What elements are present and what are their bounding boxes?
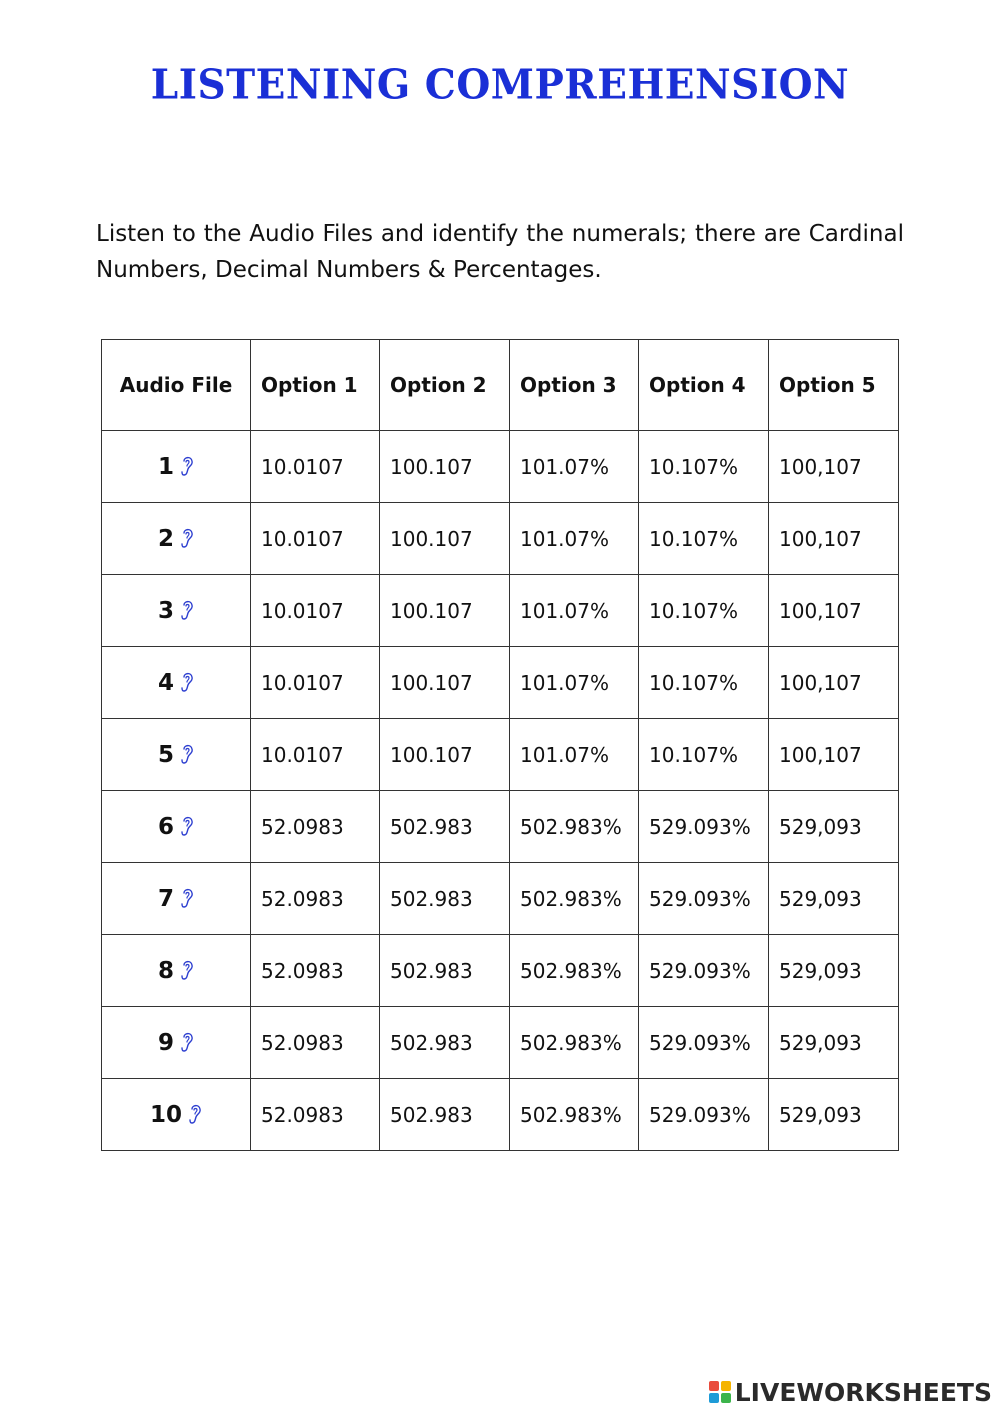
- audio-file-number: 10: [149, 1101, 182, 1128]
- option-3-cell: 502.983%: [510, 1007, 639, 1079]
- option-4-cell: 529.093%: [639, 935, 769, 1007]
- audio-file-number: 7: [157, 885, 174, 912]
- liveworksheets-logo[interactable]: [708, 1377, 992, 1407]
- option-2-cell: 100.107: [380, 431, 510, 503]
- option-5-cell: 100,107: [769, 503, 899, 575]
- option-1-cell: 10.0107: [251, 431, 380, 503]
- ear-icon[interactable]: [180, 959, 194, 981]
- audio-file-cell: [102, 647, 251, 719]
- audio-file-cell: [102, 863, 251, 935]
- option-3-cell: 101.07%: [510, 719, 639, 791]
- option-1-cell: 52.0983: [251, 1079, 380, 1151]
- option-2-cell: 502.983: [380, 863, 510, 935]
- option-4-cell: 10.107%: [639, 503, 769, 575]
- audio-file-cell: [102, 935, 251, 1007]
- audio-file-number: 9: [157, 1029, 174, 1056]
- table-row: [102, 1007, 899, 1079]
- header-option-4: Option 4: [639, 340, 769, 431]
- audio-file-cell: [102, 575, 251, 647]
- table-row: [102, 719, 899, 791]
- option-1-cell: 52.0983: [251, 1007, 380, 1079]
- header-audio-file: Audio File: [102, 340, 251, 431]
- option-5-cell: 100,107: [769, 575, 899, 647]
- ear-icon[interactable]: [180, 815, 194, 837]
- option-1-cell: 52.0983: [251, 791, 380, 863]
- option-5-cell: 529,093: [769, 1007, 899, 1079]
- option-5-cell: 529,093: [769, 935, 899, 1007]
- option-3-cell: 502.983%: [510, 791, 639, 863]
- table-row: [102, 647, 899, 719]
- option-4-cell: 529.093%: [639, 863, 769, 935]
- audio-file-cell: [102, 503, 251, 575]
- page-title: LISTENING COMPREHENSION: [150, 60, 850, 110]
- header-option-5: Option 5: [769, 340, 899, 431]
- table-header-row: [102, 340, 899, 431]
- option-4-cell: 10.107%: [639, 431, 769, 503]
- audio-file-cell: [102, 719, 251, 791]
- ear-icon[interactable]: [180, 527, 194, 549]
- option-5-cell: 100,107: [769, 431, 899, 503]
- option-5-cell: 529,093: [769, 1079, 899, 1151]
- table-row: [102, 863, 899, 935]
- audio-file-cell: [102, 791, 251, 863]
- table-row: [102, 935, 899, 1007]
- option-5-cell: 100,107: [769, 719, 899, 791]
- audio-file-number: 2: [157, 525, 174, 552]
- table-row: [102, 575, 899, 647]
- table-row: [102, 503, 899, 575]
- option-1-cell: 10.0107: [251, 503, 380, 575]
- option-2-cell: 100.107: [380, 719, 510, 791]
- option-1-cell: 10.0107: [251, 719, 380, 791]
- option-1-cell: 10.0107: [251, 647, 380, 719]
- option-4-cell: 10.107%: [639, 575, 769, 647]
- audio-file-cell: [102, 1079, 251, 1151]
- option-3-cell: 502.983%: [510, 1079, 639, 1151]
- option-2-cell: 502.983: [380, 935, 510, 1007]
- option-1-cell: 52.0983: [251, 863, 380, 935]
- option-3-cell: 101.07%: [510, 431, 639, 503]
- ear-icon[interactable]: [180, 887, 194, 909]
- option-1-cell: 52.0983: [251, 935, 380, 1007]
- option-4-cell: 529.093%: [639, 1079, 769, 1151]
- option-4-cell: 10.107%: [639, 647, 769, 719]
- ear-icon[interactable]: [188, 1103, 202, 1125]
- option-4-cell: 529.093%: [639, 1007, 769, 1079]
- ear-icon[interactable]: [180, 599, 194, 621]
- option-2-cell: 502.983: [380, 1007, 510, 1079]
- option-2-cell: 502.983: [380, 791, 510, 863]
- audio-file-number: 3: [157, 597, 174, 624]
- option-2-cell: 100.107: [380, 575, 510, 647]
- option-2-cell: 100.107: [380, 503, 510, 575]
- option-3-cell: 101.07%: [510, 647, 639, 719]
- instructions-text: Listen to the Audio Files and identify the numerals; there are Cardinal Numbers, Decimal Numbers & Percentages.: [96, 221, 904, 283]
- option-2-cell: 502.983: [380, 1079, 510, 1151]
- option-3-cell: 502.983%: [510, 863, 639, 935]
- audio-file-number: 5: [157, 741, 174, 768]
- option-3-cell: 101.07%: [510, 575, 639, 647]
- ear-icon[interactable]: [180, 1031, 194, 1053]
- option-1-cell: 10.0107: [251, 575, 380, 647]
- table-row: [102, 791, 899, 863]
- ear-icon[interactable]: [180, 743, 194, 765]
- option-5-cell: 100,107: [769, 647, 899, 719]
- option-2-cell: 100.107: [380, 647, 510, 719]
- audio-file-number: 4: [157, 669, 174, 696]
- audio-file-number: 6: [157, 813, 174, 840]
- audio-file-cell: [102, 431, 251, 503]
- audio-file-cell: [102, 1007, 251, 1079]
- header-option-2: Option 2: [380, 340, 510, 431]
- table-row: [102, 431, 899, 503]
- option-5-cell: 529,093: [769, 863, 899, 935]
- ear-icon[interactable]: [180, 671, 194, 693]
- header-option-3: Option 3: [510, 340, 639, 431]
- ear-icon[interactable]: [180, 455, 194, 477]
- option-3-cell: 502.983%: [510, 935, 639, 1007]
- option-3-cell: 101.07%: [510, 503, 639, 575]
- logo-text: LIVEWORKSHEETS: [734, 1377, 992, 1407]
- liveworksheets-logo-icon: [708, 1380, 732, 1404]
- option-5-cell: 529,093: [769, 791, 899, 863]
- audio-file-number: 1: [157, 453, 174, 480]
- options-table: [101, 339, 899, 1151]
- option-4-cell: 10.107%: [639, 719, 769, 791]
- option-4-cell: 529.093%: [639, 791, 769, 863]
- header-option-1: Option 1: [251, 340, 380, 431]
- audio-file-number: 8: [157, 957, 174, 984]
- table-row: [102, 1079, 899, 1151]
